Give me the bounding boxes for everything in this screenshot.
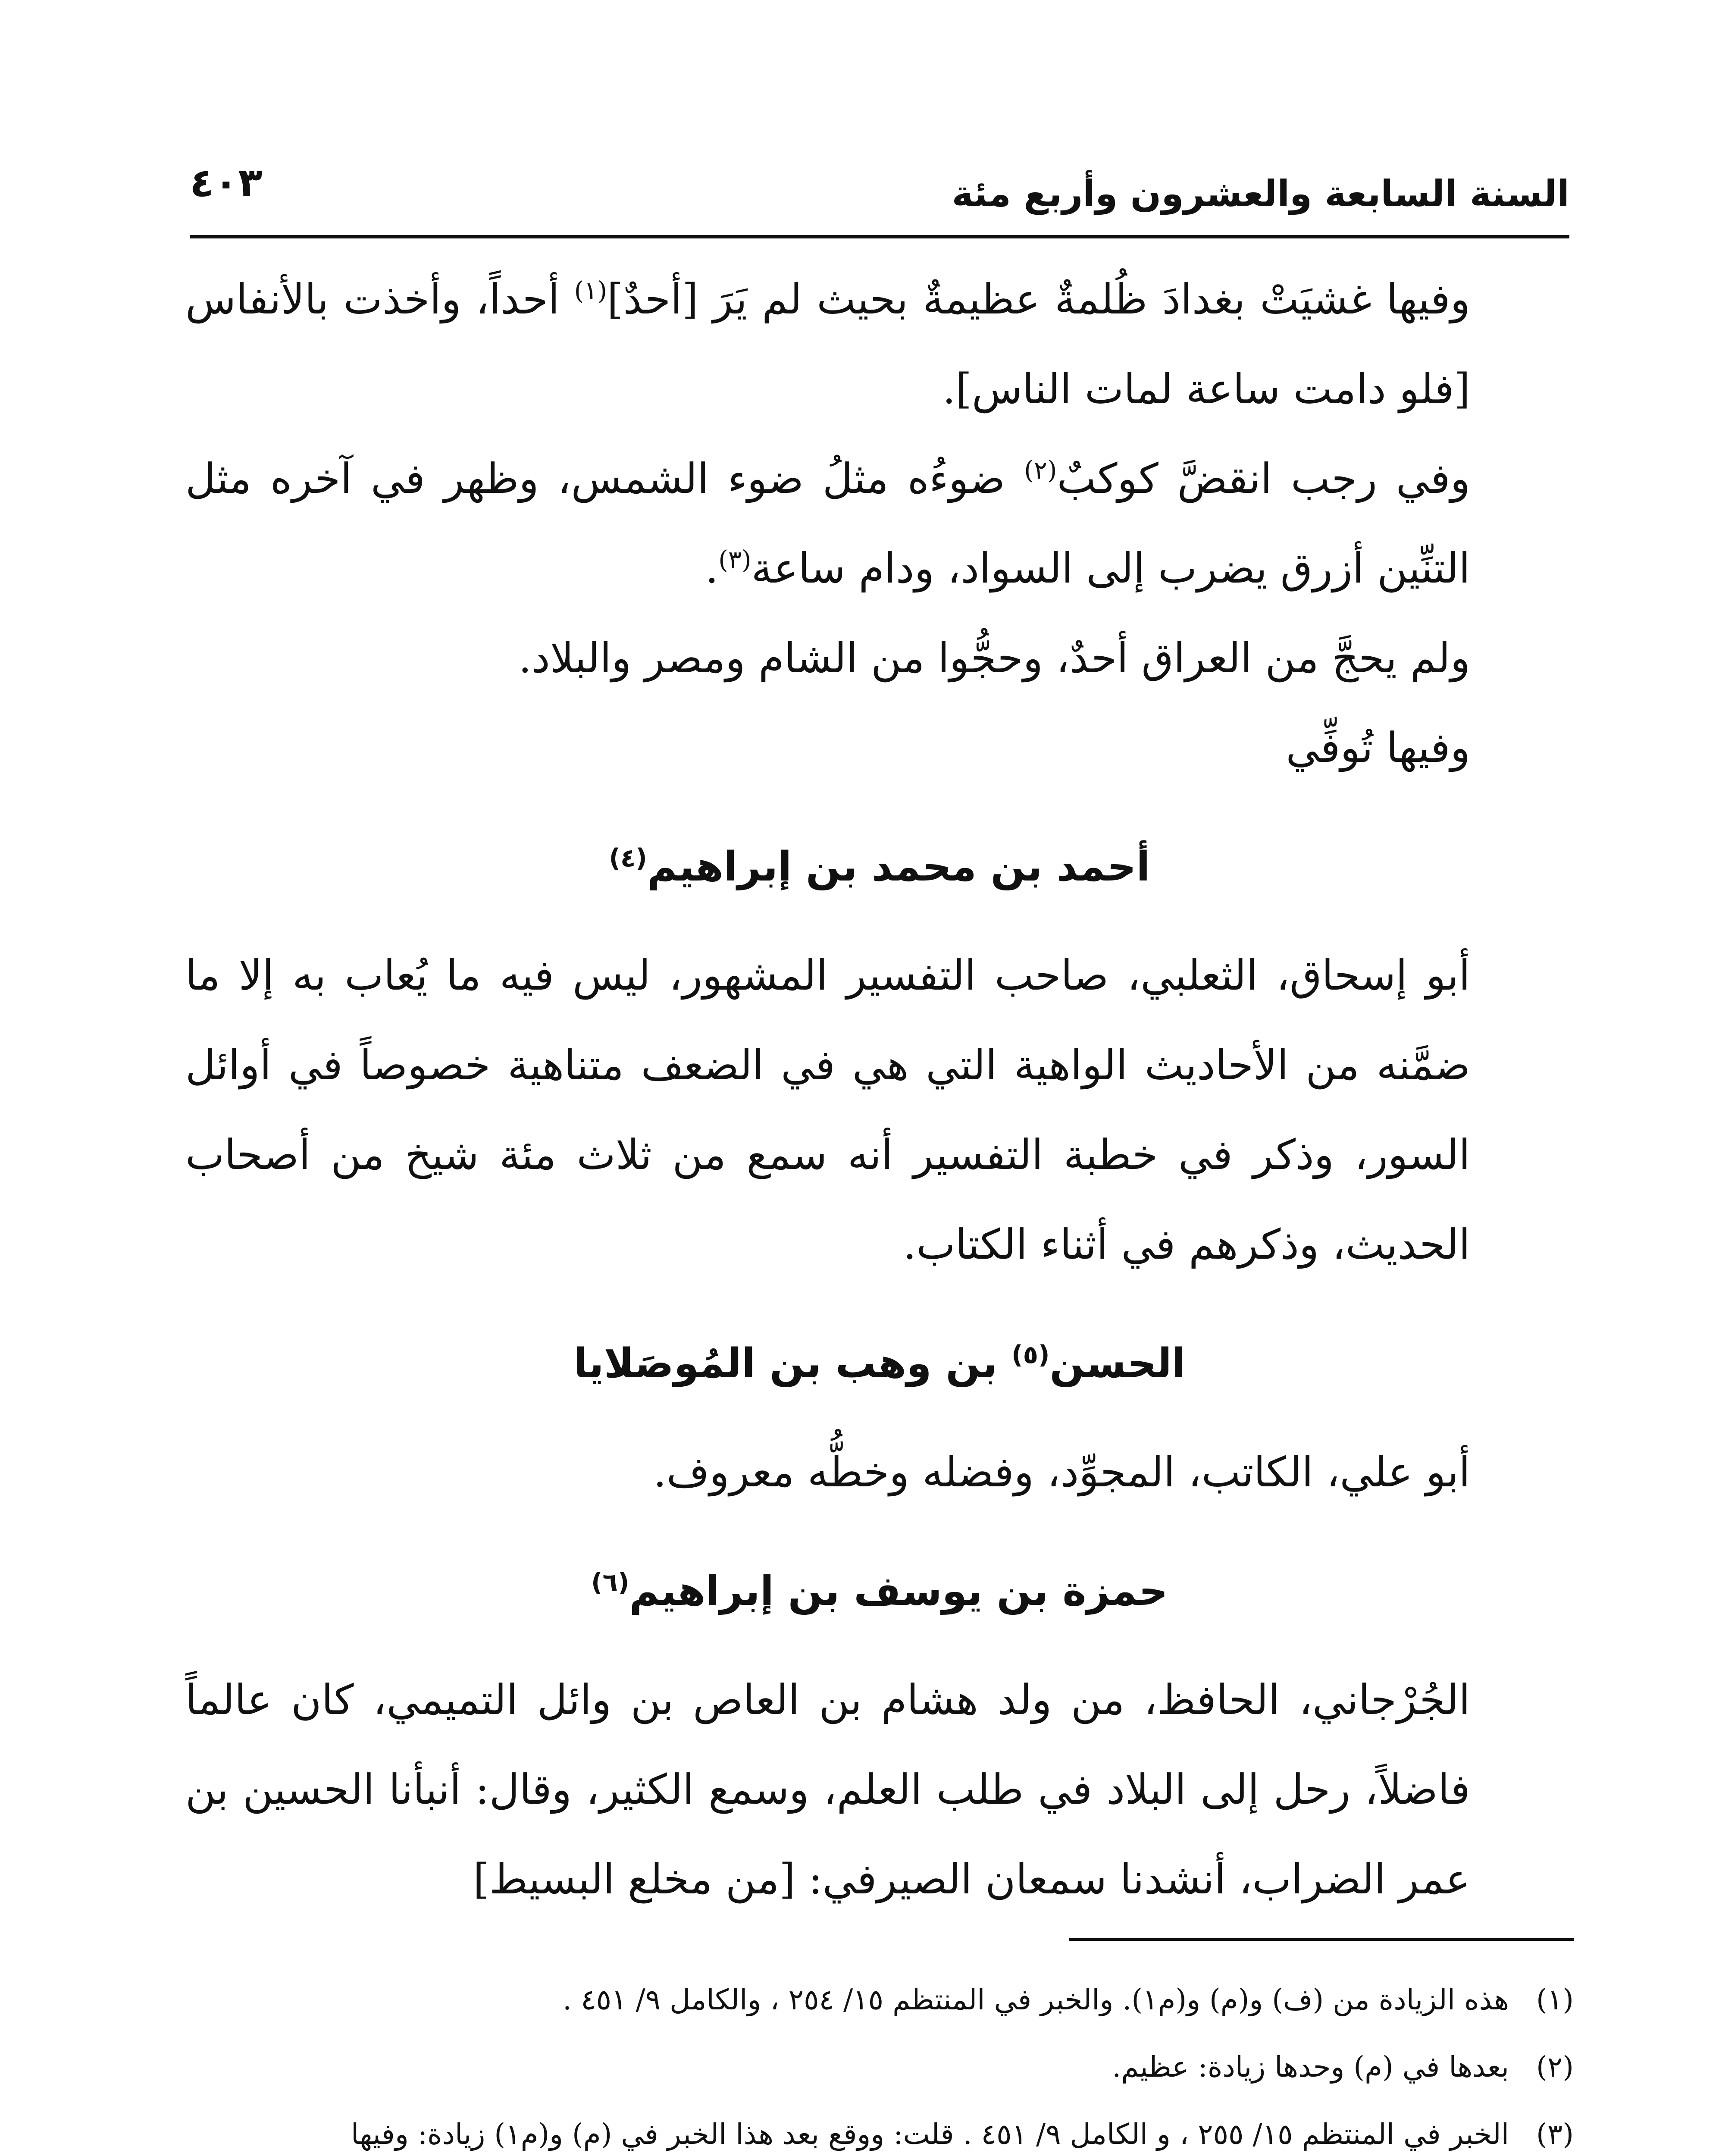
footnote-ref-5[interactable]: (٥) [1011,1340,1050,1369]
footnote-ref-1[interactable]: (١) [574,276,607,305]
page-header [190,160,1569,224]
footnote-1: (١) هذه الزيادة من (ف) و(م) و(م١). والخبر في المنتظم ١٥/ ٢٥٤ ، والكامل ٩/ ٤٥١ . [185,1966,1574,2034]
heading-hamza-ibn-yusuf: حمزة بن يوسف بن إبراهيم$^{(٦)}$ [591,1567,1168,1615]
footnote-number: (١) [1536,1983,1574,2016]
footnote-number: (٢) [1536,2050,1574,2084]
footnote-3: (٣) الخبر في المنتظم ١٥/ ٢٥٥ ، و الكامل ٩/ ٤٥١ . قلت: ووقع بعد هذا الخبر في (م) و(م١) زيادة: وفيها [185,2101,1574,2156]
footnote-ref-2[interactable]: (٢) [1024,455,1057,485]
page-number: ٤٠٣ [190,160,263,206]
paragraph-hajj: ولم يحجَّ من العراق أحدٌ، وحجُّوا من الشام ومصر والبلاد. [518,634,1470,682]
footnote-rule [1069,1938,1574,1941]
running-title: السنة السابعة والعشرون وأربع مئة [952,172,1569,215]
footnote-ref-6[interactable]: (٦) [591,1567,629,1597]
heading-al-hasan-ibn-wahb: الحسن$^{(٥)}$ بن وهب بن المُوصَلايا [573,1340,1186,1387]
paragraph-abu-ali: أبو علي، الكاتب، المجوِّد، وفضله وخطُّه معروف. [653,1448,1470,1496]
footnotes [185,1966,1574,2156]
footnote-number: (٣) [1536,2118,1574,2151]
paragraph-comet: وفي رجب انقضَّ كوكبٌ$^{(٢)}$ ضوءُه مثلُ ضوء الشمس، وظهر في آخره مثل التنِّين أزرق يضرب إلى السواد، ودام ساعة$^{(٣)}$. [185,454,1471,592]
paragraph-darkness: وفيها غشيَتْ بغدادَ ظُلمةٌ عظيمةٌ بحيث لم يَرَ [أحدٌ]$^{(١)}$ أحداً، وأخذت بالأنفاس [فلو دامت ساعة لمات الناس]. [185,275,1471,413]
paragraph-deaths-intro: وفيها تُوفِّي [1286,724,1470,772]
header-rule [190,235,1569,238]
footnote-ref-4[interactable]: (٤) [609,843,647,873]
paragraph-thalabi: أبو إسحاق، الثعلبي، صاحب التفسير المشهور، ليس فيه ما يُعاب به إلا ما ضمَّنه من الأحاديث الواهية التي هي في الضعف متناهية خصوصاً في أوائل السور، وذكر في خطبة التفسير أنه سمع من ثلاث مئة شيخ من أصحاب الحديث، وذكرهم في أثناء الكتاب. [185,951,1470,1269]
paragraph-jurjani: الجُرْجاني، الحافظ، من ولد هشام بن العاص بن وائل التميمي، كان عالماً فاضلاً، رحل إلى البلاد في طلب العلم، وسمع الكثير، وقال: أنبأنا الحسين بن عمر الضراب، أنشدنا سمعان الصيرفي: [من مخلع البسيط] [185,1676,1470,1903]
footnote-2: (٢) بعدها في (م) وحدها زيادة: عظيم. [185,2034,1574,2101]
main-text [185,254,1574,1924]
heading-ahmad-ibn-muhammad: أحمد بن محمد بن إبراهيم$^{(٤)}$ [609,843,1150,890]
footnote-ref-3[interactable]: (٣) [718,545,751,574]
